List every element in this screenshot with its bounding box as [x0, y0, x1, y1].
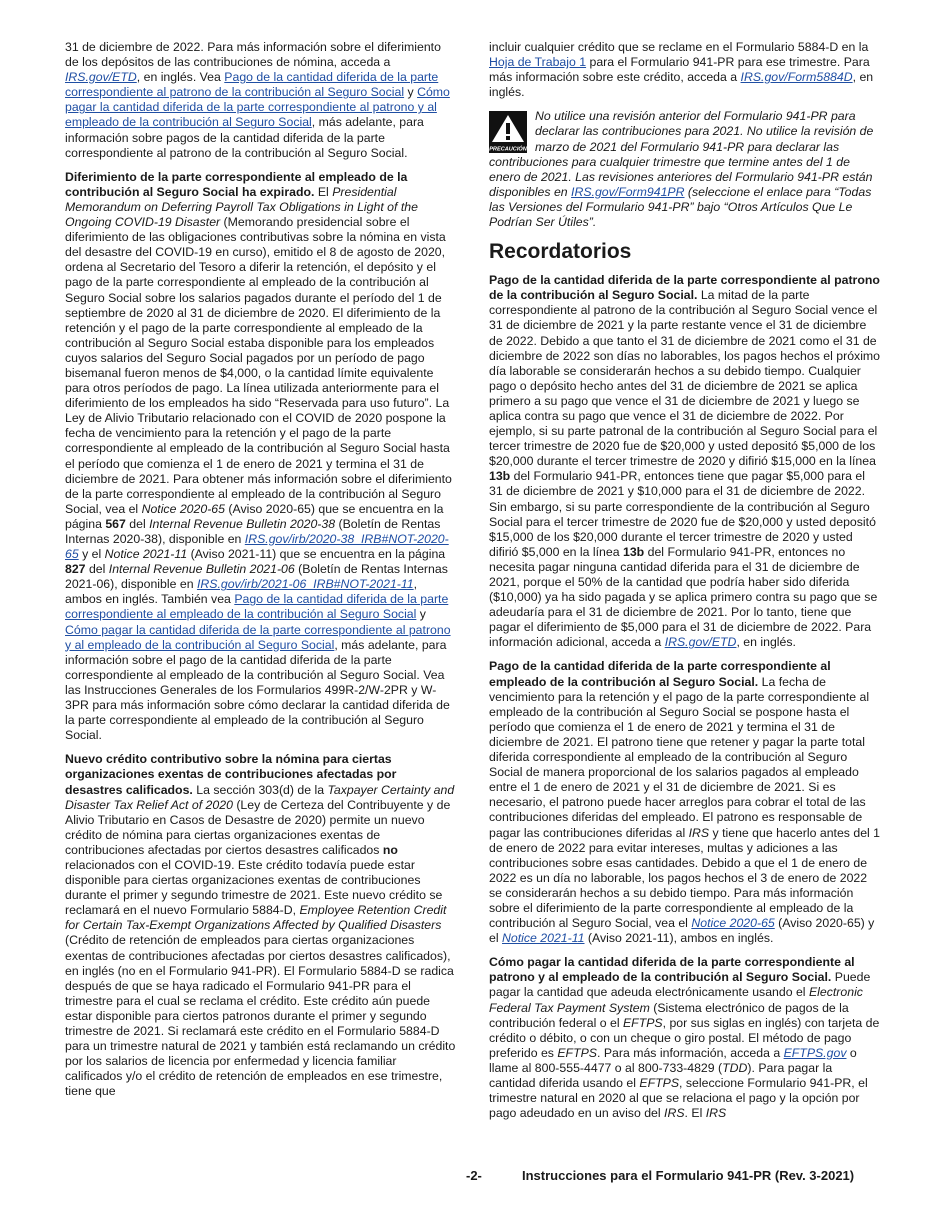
paragraph-employee-deferral-expired: Diferimiento de la parte correspondiente al empleado de la contribución al Seguro Social ha expirado. El Presidential Memorandum on Deferring Payroll Tax Obligations in Light of the Ongoing COVID-19 Disaster (Memorando presidencial sobre el diferimiento de las obligaciones contributivas sobre la nómina en vista del desastre del COVID-19 en curso), emitido el 8 de agosto de 2020, ordena al Secretario del Tesoro a diferir la retención, el depósito y el pago de la parte correspondiente al empleado de la contribución al Seguro Social sobre los salarios pagados durante el período del 1 de septiembre de 2020 al 31 de diciembre de 2020. El diferimiento de la retención y el pago de la parte correspondiente al empleado de la contribución al Seguro Social estaba disponible para los empleados cuyos salarios del Seguro Social pagados por un período de pago bisemanal fueron menos de $4,000, o la cantidad límite equivalente para otros períodos de pago. La línea utilizada anteriormente para el diferimiento de los empleados ha sido “Reservada para uso futuro”. La Ley de Alivio Tributario relacionado con el COVID de 2020 pospone la fecha de vencimiento para la retención y el pago de la parte correspondiente al empleado de la contribución al Seguro Social hasta el período que comienza el 1 de enero de 2021 y termina el 31 de diciembre de 2021. Para obtener más información sobre el diferimiento de la parte correspondiente al empleado de la contribución al Seguro Social, vea el Notice 2020-65 (Aviso 2020-65) que se encuentra en la página 567 del Internal Revenue Bulletin 2020-38 (Boletín de Rentas Internas 2020-38), disponible en IRS.gov/irb/2020-38_IRB#NOT-2020-65 y el Notice 2021-11 (Aviso 2021-11) que se encuentra en la página 827 del Internal Revenue Bulletin 2021-06 (Boletín de Rentas Internas 2021-06), disponible en IRS.gov/irb/2021-06_IRB#NOT-2021-11, ambos en inglés. También vea Pago de la cantidad diferida de la parte correspondiente al empleado de la contribución al Seguro Social y Cómo pagar la cantidad diferida de la parte correspondiente al patrono y al empleado de la contribución al Seguro Social, más adelante, para información sobre el pago de la cantidad diferida de la parte correspondiente al empleado de la contribución al Seguro Social. Vea las Instrucciones Generales de los Formularios 499R-2/W-2PR y W-3PR para más información sobre cómo declarar la cantidad diferida de la parte correspondiente al empleado de la contribución al Seguro Social. — [65, 169, 452, 743]
link-irb-2020-38[interactable]: IRS.gov/irb/2020-38_IRB#NOT-2020-65 — [65, 532, 449, 562]
link-irs-etd[interactable]: IRS.gov/ETD — [65, 70, 137, 85]
right-column — [489, 40, 881, 1130]
paragraph-employer-deferral-payment: Pago de la cantidad diferida de la parte correspondiente al patrono de la contribución al Seguro Social. La mitad de la parte correspondiente al patrono de la contribución al Seguro Social vence el 31 de diciembre de 2021 y la parte restante vence el 31 de diciembre de 2022. Debido a que tanto el 31 de diciembre de 2021 como el 31 de diciembre de 2022 son días no laborables, los pagos hechos el próximo día laborable se considerarán hechos a su debido tiempo. Cualquier pago o depósito hecho antes del 31 de diciembre de 2021 se aplica primero a su pago que vence el 31 de diciembre de 2021 y luego se aplica contra su pago que vence el 31 de diciembre de 2022. Por ejemplo, si su parte patronal de la contribución al Seguro Social para el tercer trimestre de 2020 fue de $20,000 y usted depositó $5,000 de los $20,000 durante el tercer trimestre de 2020 y difirió $15,000 en la línea 13b del Formulario 941-PR, entonces tiene que pagar $5,000 para el 31 de diciembre de 2021 y $10,000 para el 31 de diciembre de 2022. Sin embargo, si su parte correspondiente de la contribución al Seguro Social para el tercer trimestre de 2020 fue de $20,000 y usted depositó $15,000 de los $20,000 durante el tercer trimestre de 2020 y usted difirió $5,000 en la línea 13b del Formulario 941-PR, entonces no necesita pagar ninguna cantidad diferida para el 31 de diciembre de 2021, porque el 50% de la cantidad que podría haber sido diferida ($10,000) ya ha sido pagada y se aplica primero contra su pago que se adeudaría para el 31 de diciembre de 2021. Por lo tanto, tiene que pagar el diferimiento de $5,000 para el 31 de diciembre de 2022. Para información adicional, acceda a IRS.gov/ETD, en inglés. — [489, 273, 881, 650]
link-employer-deferral-payment[interactable]: Pago de la cantidad diferida de la parte correspondiente al patrono de la contribución al Seguro Social — [65, 70, 439, 100]
paragraph-heading: Cómo pagar la cantidad diferida de la parte correspondiente al patrono y al empleado de la contribución al Seguro Social. — [489, 955, 855, 985]
paragraph-form-5884d: incluir cualquier crédito que se reclame en el Formulario 5884-D en la Hoja de Trabajo 1 para el Formulario 941-PR para ese trimestre. Para más información sobre este crédito, acceda a IRS.gov/Form5884D, en inglés. — [489, 40, 874, 100]
paragraph-heading: Diferimiento de la parte correspondiente al empleado de la contribución al Seguro Social ha expirado. — [65, 169, 408, 199]
paragraph-employee-deferral-payment: Pago de la cantidad diferida de la parte correspondiente al empleado de la contribución al Seguro Social. La fecha de vencimiento para la retención y el pago de la parte correspondiente al empleado de la contribución al Seguro Social se pospone hasta el período que comienza el 1 de enero de 2021 y termina el 31 de diciembre de 2021. El patrono tiene que retener y pagar la parte total diferida correspondiente al empleado de la contribución al Seguro Social de manera proporcional de los salarios pagados al empleado entre el 1 de enero de 2021 y el 31 de diciembre de 2021. Si es necesario, el patrono puede hacer arreglos para cobrar el total de las contribuciones diferidas del empleado. El patrono es responsable de pagar las contribuciones diferidas al IRS y tiene que hacerlo antes del 1 de enero de 2022 para evitar intereses, multas y adiciones a las contribuciones sobre esas cantidades. Debido a que el 1 de enero de 2022 es un día no laborable, los pagos hechos el 3 de enero de 2022 se considerarán hechos a su debido tiempo. Para más información sobre el diferimiento de la parte correspondiente al empleado de la contribución al Seguro Social, vea el Notice 2020-65 (Aviso 2020-65) y el Notice 2021-11 (Aviso 2021-11), ambos en inglés. — [489, 659, 881, 946]
section-heading-recordatorios: Recordatorios — [489, 240, 632, 264]
link-how-to-pay-deferral-2[interactable]: Cómo pagar la cantidad diferida de la parte correspondiente al patrono y al empleado de la contribución al Seguro Social — [65, 622, 451, 652]
link-eftps[interactable]: EFTPS.gov — [783, 1045, 847, 1060]
paragraph-heading: Nuevo crédito contributivo sobre la nómina para ciertas organizaciones exentas de contribuciones afectadas por desastres calificados. — [65, 752, 397, 797]
link-irs-form5884d[interactable]: IRS.gov/Form5884D — [740, 70, 853, 85]
paragraph-deferral-info: 31 de diciembre de 2022. Para más información sobre el diferimiento de los depósitos de las contribuciones de nómina, acceda a IRS.gov/ETD, en inglés. Vea Pago de la cantidad diferida de la parte correspondiente al patrono de la contribución al Seguro Social y Cómo pagar la cantidad diferida de la parte correspondiente al patrono y al empleado de la contribución al Seguro Social, más adelante, para información sobre pagos de la cantidad diferida de la parte correspondiente al patrono de la contribución al Seguro Social. — [65, 40, 450, 160]
link-irs-form941pr[interactable]: IRS.gov/Form941PR — [571, 184, 685, 199]
paragraph-heading: Pago de la cantidad diferida de la parte correspondiente al empleado de la contribución al Seguro Social. — [489, 659, 831, 689]
page-number: -2- — [466, 1168, 482, 1183]
page-footer — [0, 1168, 950, 1186]
link-how-to-pay-deferral[interactable]: Cómo pagar la cantidad diferida de la parte correspondiente al patrono y al empleado de la contribución al Seguro Social — [65, 85, 450, 130]
caution-note: PRECAUCIÓN No utilice una revisión anterior del Formulario 941-PR para declarar las contribuciones para 2021. No utilice la revisión de marzo de 2021 del Formulario 941-PR para declarar las contribuciones para cualquier trimestre que termine antes del 1 de enero de 2021. Las revisiones anteriores del Formulario 941-PR están disponibles en IRS.gov/Form941PR (seleccione el enlace para “Todas las Versiones del Formulario 941-PR” bajo “Otros Artículos Que Le Podrían Ser Útiles”. — [489, 109, 874, 230]
link-worksheet-1[interactable]: Hoja de Trabajo 1 — [489, 55, 587, 70]
paragraph-heading: Pago de la cantidad diferida de la parte correspondiente al patrono de la contribución al Seguro Social. — [489, 273, 880, 303]
link-employee-deferral-payment[interactable]: Pago de la cantidad diferida de la parte correspondiente al empleado de la contribución al Seguro Social — [65, 592, 449, 622]
caution-warning-icon — [489, 111, 527, 153]
link-irb-2021-06[interactable]: IRS.gov/irb/2021-06_IRB#NOT-2021-11 — [196, 577, 414, 592]
left-column — [65, 40, 457, 1108]
link-notice-2020-65[interactable]: Notice 2020-65 — [691, 916, 775, 931]
link-irs-etd-2[interactable]: IRS.gov/ETD — [664, 635, 737, 650]
document-title: Instrucciones para el Formulario 941-PR (Rev. 3-2021) — [522, 1168, 855, 1183]
caution-label: PRECAUCIÓN — [489, 146, 527, 153]
paragraph-how-to-pay-deferral: Cómo pagar la cantidad diferida de la parte correspondiente al patrono y al empleado de la contribución al Seguro Social. Puede pagar la cantidad que adeuda electrónicamente usando el Electronic Federal Tax Payment System (Sistema electrónico de pagos de la contribución federal o el EFTPS, por sus siglas en inglés) con tarjeta de crédito o débito, o con un cheque o giro postal. El método de pago preferido es EFTPS. Para más información, acceda a EFTPS.gov o llame al 800-555-4477 o al 800-733-4829 (TDD). Para pagar la cantidad diferida usando el EFTPS, seleccione Formulario 941-PR, el trimestre natural en 2020 al que se relaciona el pago y la opción por pago adeudado en un aviso del IRS. El IRS — [489, 955, 880, 1121]
link-notice-2021-11[interactable]: Notice 2021-11 — [502, 931, 585, 946]
paragraph-new-payroll-credit: Nuevo crédito contributivo sobre la nómina para ciertas organizaciones exentas de contribuciones afectadas por desastres calificados. La sección 303(d) de la Taxpayer Certainty and Disaster Tax Relief Act of 2020 (Ley de Certeza del Contribuyente y de Alivio Tributario en Casos de Desastre de 2020) permite un nuevo crédito de nómina para ciertas organizaciones exentas de contribuciones afectadas por ciertos desastres calificados no relacionados con el COVID-19. Este crédito todavía puede estar disponible para ciertas organizaciones exentas de contribuciones durante el primer y segundo trimestre de 2021. Este nuevo crédito se reclamará en el nuevo Formulario 5884-D, Employee Retention Credit for Certain Tax-Exempt Organizations Affected by Qualified Disasters (Crédito de retención de empleados para ciertas organizaciones exentas de contribuciones afectadas por ciertos desastres calificados), en inglés (no en el Formulario 941-PR). El Formulario 5884-D se radica después de que se haya radicado el Formulario 941-PR para el trimestre para el cual se reclama el crédito. Este crédito aún puede estar disponible para ciertos patronos durante el primer y segundo trimestre de 2021. Si reclamará este crédito en el Formulario 5884-D para un trimestre natural de 2021 y también está reclamando un crédito por los salarios de licencia por enfermedad y licencia familiar calificados y/o el crédito de retención de empleados en ese trimestre, tiene que — [65, 752, 456, 1099]
